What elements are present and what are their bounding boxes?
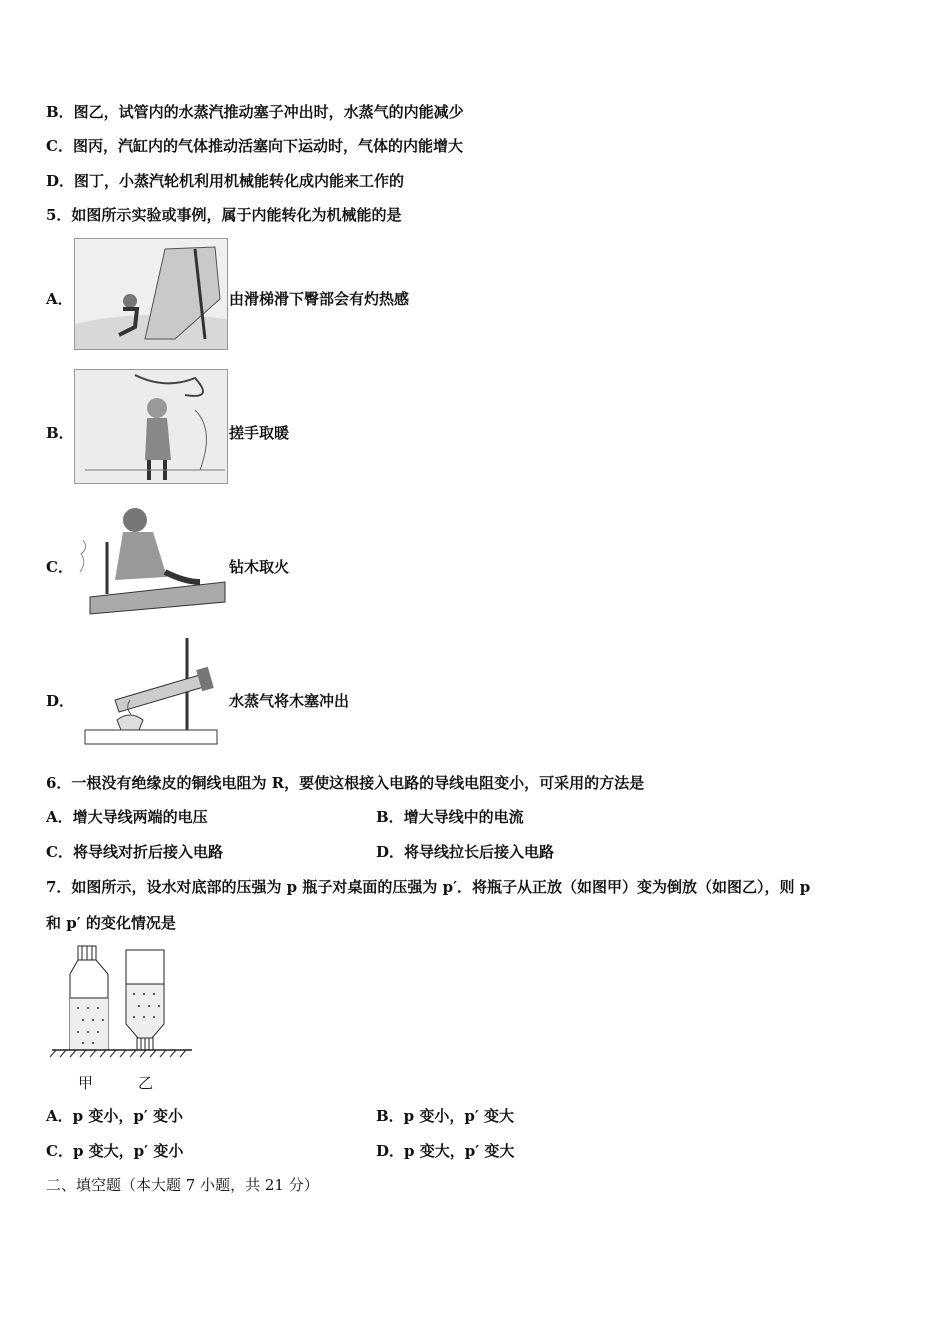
q7-option-b: B．p 变小，p′ 变大 <box>376 1107 515 1125</box>
q5-option-b-text: 搓手取暖 <box>229 424 290 442</box>
q7-option-d: D．p 变大，p′ 变大 <box>376 1142 515 1160</box>
section-2-heading: 二、填空题（本大题 7 小题，共 21 分） <box>46 1176 319 1194</box>
q5-stem: 5．如图所示实验或事例，属于内能转化为机械能的是 <box>46 206 402 224</box>
bottles-figure <box>46 944 196 1059</box>
q5-option-c-label: C． <box>46 558 73 576</box>
q6-option-b: B．增大导线中的电流 <box>376 808 524 826</box>
q7-option-a: A．p 变小，p′ 变小 <box>46 1107 184 1125</box>
q7-stem-line2: 和 p′ 的变化情况是 <box>46 914 176 932</box>
q4-option-c: C．图丙，汽缸内的气体推动活塞向下运动时，气体的内能增大 <box>46 137 463 155</box>
q5-option-a-label: A． <box>46 290 73 308</box>
drilling-wood-illustration <box>74 501 228 617</box>
q5-option-d-text: 水蒸气将木塞冲出 <box>229 692 350 710</box>
q5-option-d-label: D． <box>46 692 75 710</box>
caption-yi: 乙 <box>138 1074 154 1092</box>
q5-option-c-text: 钻木取火 <box>229 558 290 576</box>
q4-option-b: B．图乙，试管内的水蒸汽推动塞子冲出时，水蒸气的内能减少 <box>46 103 464 121</box>
q6-option-c: C．将导线对折后接入电路 <box>46 843 223 861</box>
slide-illustration <box>74 238 228 350</box>
q6-stem: 6．一根没有绝缘皮的铜线电阻为 R，要使这根接入电路的导线电阻变小，可采用的方法是 <box>46 774 645 792</box>
rubbing-hands-illustration <box>74 369 228 484</box>
q7-option-c: C．p 变大，p′ 变小 <box>46 1142 184 1160</box>
q6-option-a: A．增大导线两端的电压 <box>46 808 208 826</box>
q7-stem-line1: 7．如图所示，设水对底部的压强为 p 瓶子对桌面的压强为 p′．将瓶子从正放（如图甲）变为倒放（如图乙），则 p <box>46 878 811 896</box>
q6-option-d: D．将导线拉长后接入电路 <box>376 843 555 861</box>
steam-cork-illustration <box>74 637 228 751</box>
q5-option-a-text: 由滑梯滑下臀部会有灼热感 <box>229 290 410 308</box>
q4-option-d: D．图丁，小蒸汽轮机利用机械能转化成内能来工作的 <box>46 172 405 190</box>
q5-option-b-label: B． <box>46 424 74 442</box>
caption-jia: 甲 <box>78 1074 94 1092</box>
